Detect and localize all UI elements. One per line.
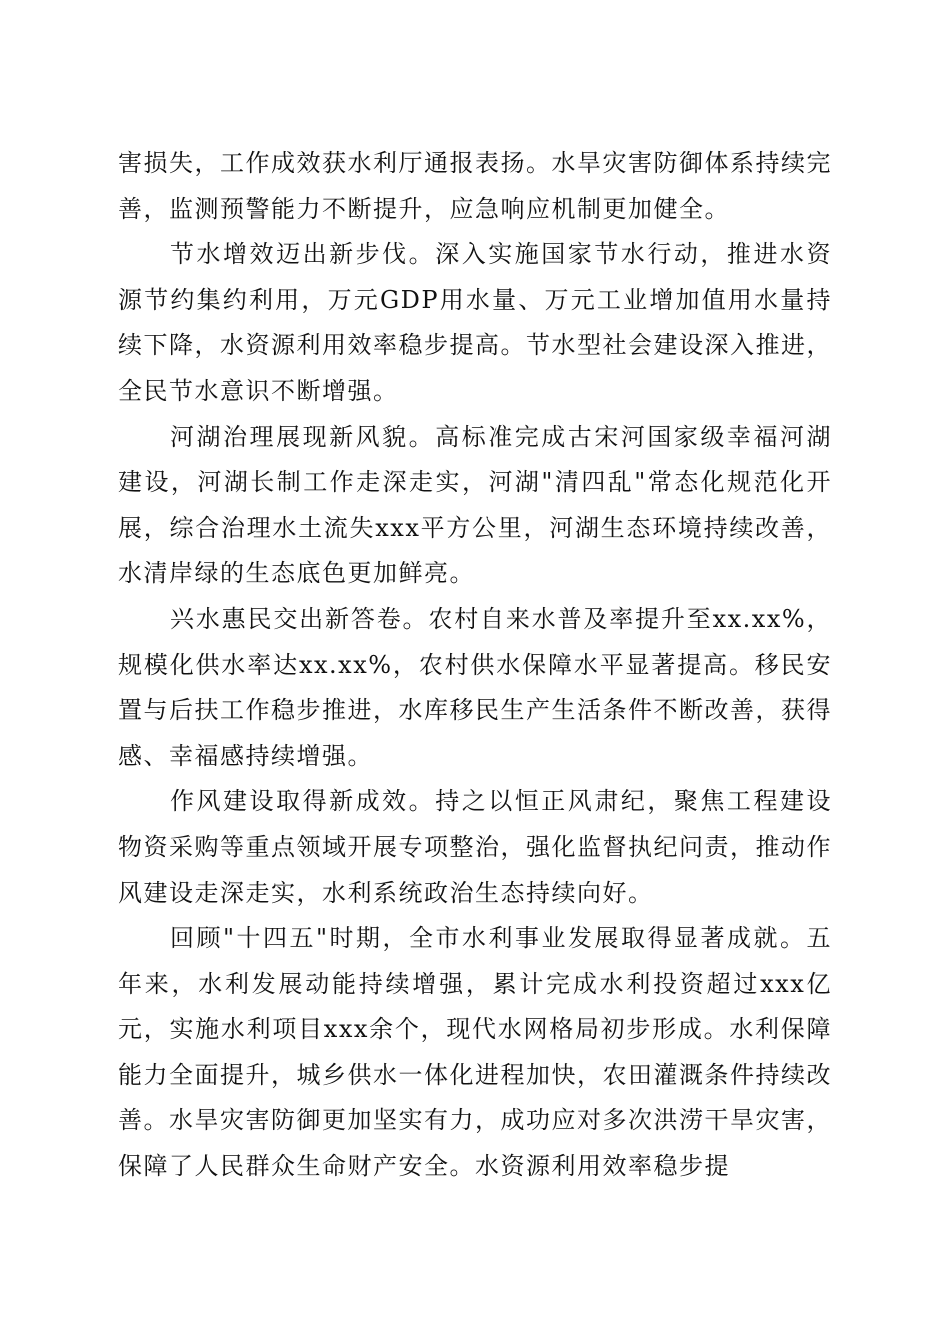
paragraph-water-benefits-people: 兴水惠民交出新答卷。农村自来水普及率提升至xx.xx%，规模化供水率达xx.xx%，农村供水保障水平显著提高。移民安置与后扶工作稳步推进，水库移民生产生活条件不断改善，获得感、幸福感持续增强。 <box>118 604 832 770</box>
paragraph-river-lake-governance: 河湖治理展现新风貌。高标准完成古宋河国家级幸福河湖建设，河湖长制工作走深走实，河湖"清四乱"常态化规范化开展，综合治理水土流失xxx平方公里，河湖生态环境持续改善，水清岸绿的生态底色更加鲜亮。 <box>118 422 832 588</box>
paragraph-water-saving: 节水增效迈出新步伐。深入实施国家节水行动，推进水资源节约集约利用，万元GDP用水量、万元工业增加值用水量持续下降，水资源利用效率稳步提高。节水型社会建设深入推进，全民节水意识不断增强。 <box>118 240 832 405</box>
paragraph-continuation: 害损失，工作成效获水利厅通报表扬。水旱灾害防御体系持续完善，监测预警能力不断提升，应急响应机制更加健全。 <box>118 149 832 223</box>
paragraph-review-14th-five-year: 回顾"十四五"时期，全市水利事业发展取得显著成就。五年来，水利发展动能持续增强，累计完成水利投资超过xxx亿元，实施水利项目xxx余个，现代水网格局初步形成。水利保障能力全面提升，城乡供水一体化进程加快，农田灌溉条件持续改善。水旱灾害防御更加坚实有力，成功应对多次洪涝干旱灾害，保障了人民群众生命财产安全。水资源利用效率稳步提 <box>118 924 832 1181</box>
paragraph-work-style: 作风建设取得新成效。持之以恒正风肃纪，聚焦工程建设物资采购等重点领域开展专项整治，强化监督执纪问责，推动作风建设走深走实，水利系统政治生态持续向好。 <box>118 787 832 907</box>
document-body <box>118 141 832 1190</box>
